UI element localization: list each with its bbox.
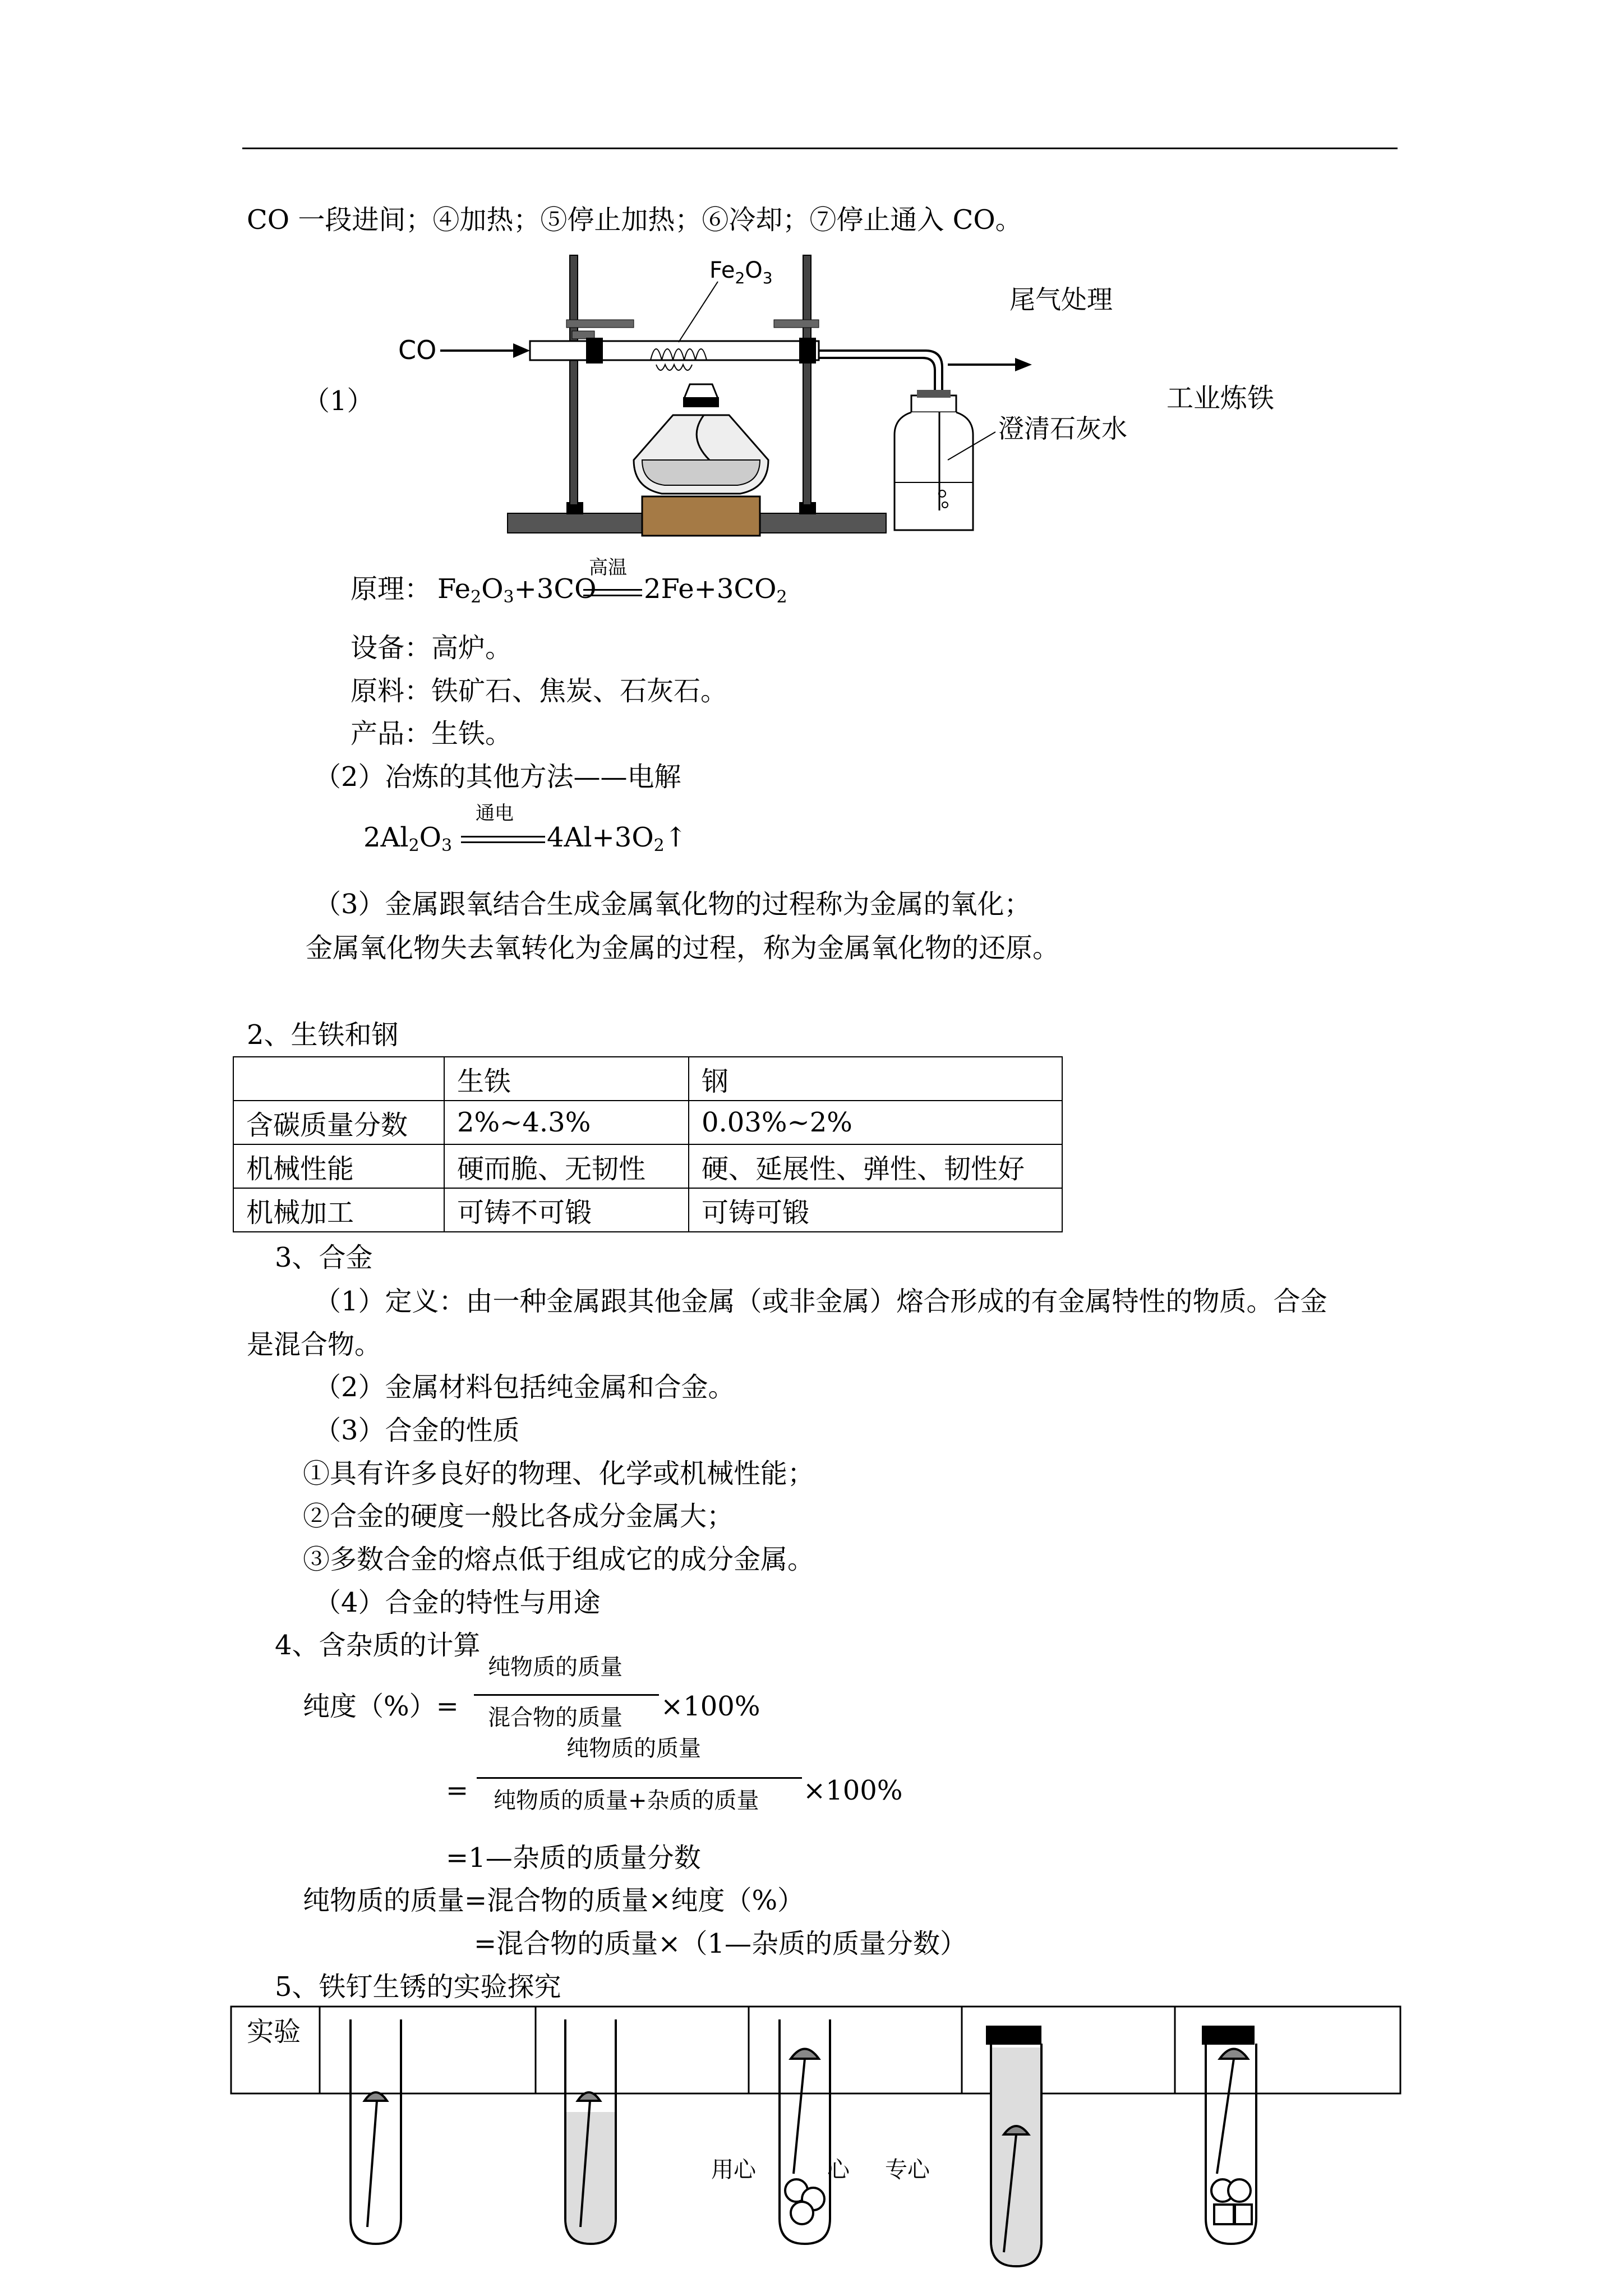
footer-mid: 心 <box>827 2157 850 2183</box>
table-cell: 可铸不可锻 <box>444 1188 689 1232</box>
other-method-heading: （2）冶炼的其他方法——电解 <box>314 761 681 793</box>
fe2o3-label: $Fe_2O_3$ <box>709 257 773 287</box>
purity-denominator-1: 混合物的质量 <box>488 1705 623 1731</box>
test-tube-2 <box>565 2019 616 2244</box>
principle-bar-top <box>583 589 642 591</box>
iron-steel-table <box>233 1056 1063 1232</box>
oxidation-definition: （3）金属跟氧结合生成金属氧化物的过程称为金属的氧化； <box>314 889 1031 920</box>
alloy-point-3: （3）合金的性质 <box>314 1415 520 1446</box>
apparatus-caption: 工业炼铁 <box>1166 383 1275 414</box>
section-4-title: 4、含杂质的计算 <box>275 1630 481 1661</box>
test-tube-3 <box>780 2019 830 2244</box>
section-5-title: 5、铁钉生锈的实验探究 <box>275 1971 561 2003</box>
purity-numerator-2: 纯物质的质量 <box>566 1736 701 1761</box>
alloy-property-1: ①具有许多良好的物理、化学或机械性能； <box>303 1458 815 1489</box>
alloy-property-2: ②合金的硬度一般比各成分金属大； <box>303 1501 734 1532</box>
table-cell: 0.03%~2% <box>689 1101 1062 1144</box>
purity-fraction-line-1 <box>474 1694 659 1696</box>
table-cell: 机械加工 <box>233 1188 444 1232</box>
table-cell: 可铸可锻 <box>689 1188 1062 1232</box>
purity-label: 纯度（%）= <box>303 1691 459 1722</box>
purity-numerator-1: 纯物质的质量 <box>488 1654 623 1680</box>
purity-times-2: ×100% <box>803 1775 903 1806</box>
electrolysis-bar-bottom <box>461 841 545 843</box>
electrolysis-rhs: $4Al+3O_2↑$ <box>547 822 687 855</box>
alloy-property-3: ③多数合金的熔点低于组成它的成分金属。 <box>303 1544 815 1575</box>
purity-line-5: =混合物的质量×（1—杂质的质量分数） <box>474 1928 967 1959</box>
purity-denominator-2: 纯物质的质量+杂质的质量 <box>494 1788 759 1814</box>
product-line: 产品：生铁。 <box>351 718 513 749</box>
test-tube-4 <box>987 2027 1041 2266</box>
materials-line: 原料：铁矿石、焦炭、石灰石。 <box>351 675 728 707</box>
section-3-title: 3、合金 <box>275 1242 373 1273</box>
co-label: CO <box>398 335 437 365</box>
purity-line-3: =1—杂质的质量分数 <box>446 1842 701 1874</box>
table-header-cell <box>233 1057 444 1101</box>
footer-left: 用心 <box>711 2157 756 2183</box>
principle-label: 原理： <box>351 573 432 605</box>
table-cell: 硬而脆、无韧性 <box>444 1144 689 1188</box>
alloy-point-2: （2）金属材料包括纯金属和合金。 <box>314 1372 735 1403</box>
alloy-definition-line-1: （1）定义：由一种金属跟其他金属（或非金属）熔合形成的有金属特性的物质。合金 <box>314 1286 1327 1317</box>
electrolysis-lhs: $2Al_2O_3$ <box>363 822 453 855</box>
experiment-label: 实验 <box>247 2016 301 2047</box>
table-row <box>233 1101 1062 1144</box>
alloy-definition-line-2: 是混合物。 <box>247 1329 382 1360</box>
footer-right: 专心 <box>885 2157 930 2183</box>
table-header-cell: 生铁 <box>444 1057 689 1101</box>
table-row <box>233 1144 1062 1188</box>
table-header-cell: 钢 <box>689 1057 1062 1101</box>
electrolysis-condition: 通电 <box>476 802 514 825</box>
test-tube-5 <box>1203 2027 1256 2244</box>
intro-line: CO 一段进间；④加热；⑤停止加热；⑥冷却；⑦停止通入 CO。 <box>247 204 1022 236</box>
electrolysis-bar-top <box>461 836 545 838</box>
table-cell: 机械性能 <box>233 1144 444 1188</box>
principle-lhs: $Fe_2O_3+3CO$ <box>437 573 597 607</box>
table-cell: 含碳质量分数 <box>233 1101 444 1144</box>
tail-gas-label: 尾气处理 <box>1009 284 1113 315</box>
purity-fraction-line-2 <box>477 1777 802 1779</box>
header-rule <box>242 148 1398 149</box>
section-2-title: 2、生铁和钢 <box>247 1019 399 1051</box>
principle-rhs: $2Fe+3CO_2$ <box>644 573 787 607</box>
apparatus-item-number: （1） <box>303 385 374 417</box>
alloy-point-4: （4）合金的特性与用途 <box>314 1587 601 1618</box>
table-header-row <box>233 1057 1062 1101</box>
equipment-line: 设备：高炉。 <box>351 632 513 664</box>
limewater-label: 澄清石灰水 <box>998 413 1127 444</box>
rust-experiment-table <box>230 2005 1402 2286</box>
principle-condition: 高温 <box>589 556 627 579</box>
purity-times-1: ×100% <box>661 1691 760 1722</box>
purity-line-4: 纯物质的质量=混合物的质量×纯度（%） <box>303 1885 805 1916</box>
iron-smelting-apparatus <box>387 247 1183 550</box>
purity-equals-2: = <box>446 1775 469 1806</box>
principle-bar-bottom <box>583 595 642 596</box>
table-cell: 硬、延展性、弹性、韧性好 <box>689 1144 1062 1188</box>
test-tube-1 <box>351 2019 401 2244</box>
table-cell: 2%~4.3% <box>444 1101 689 1144</box>
reduction-definition: 金属氧化物失去氧转化为金属的过程，称为金属氧化物的还原。 <box>306 932 1060 964</box>
table-row <box>233 1188 1062 1232</box>
